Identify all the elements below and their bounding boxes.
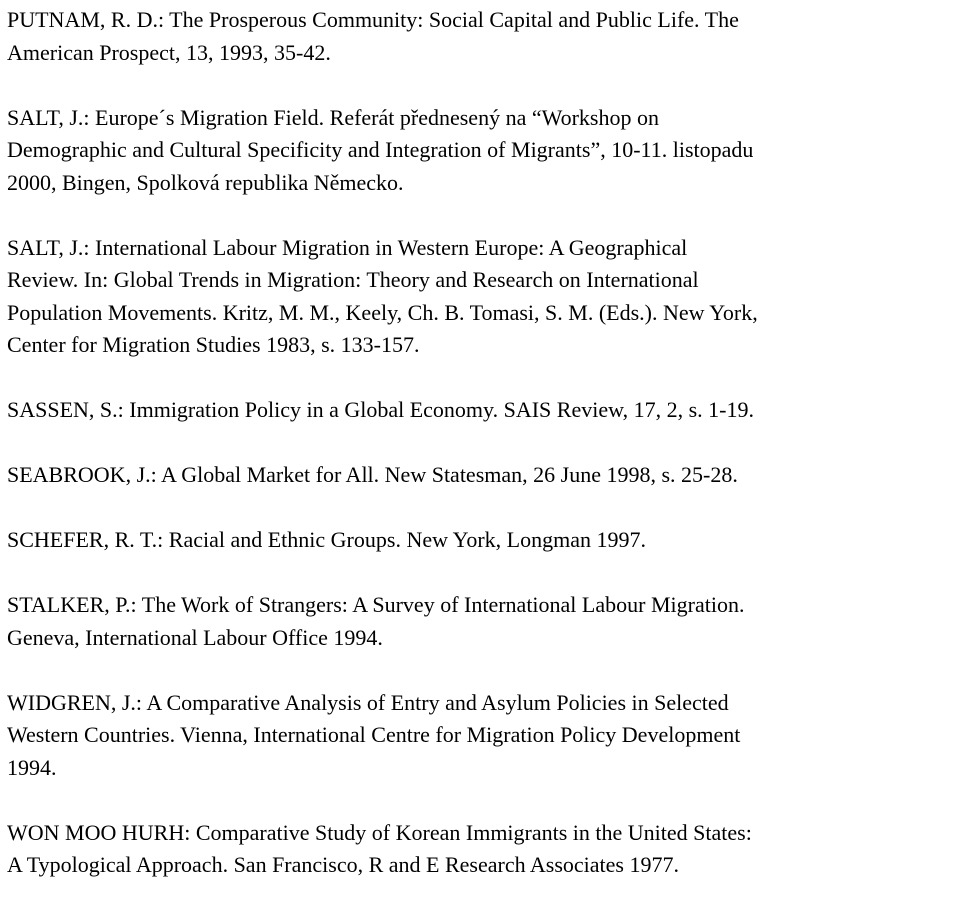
reference-line: 2000, Bingen, Spolková republika Německo.	[7, 169, 404, 195]
reference-line: 1994.	[7, 754, 57, 780]
reference-line: PUTNAM, R. D.: The Prosperous Community: Social Capital and Public Life. The	[7, 7, 739, 32]
reference-line: American Prospect, 13, 1993, 35-42.	[7, 39, 331, 65]
reference-entry-putnam	[7, 4, 957, 69]
reference-entry-seabrook	[7, 459, 957, 492]
reference-entry-sassen	[7, 394, 957, 427]
reference-line: WIDGREN, J.: A Comparative Analysis of Entry and Asylum Policies in Selected	[7, 689, 729, 715]
reference-line: WON MOO HURH: Comparative Study of Korean Immigrants in the United States:	[7, 819, 752, 845]
reference-entry-schefer	[7, 524, 957, 557]
reference-line: Western Countries. Vienna, International Centre for Migration Policy Development	[7, 722, 741, 747]
reference-line: Center for Migration Studies 1983, s. 133-157.	[7, 332, 420, 357]
reference-line: A Typological Approach. San Francisco, R and E Research Associates 1977.	[7, 852, 679, 877]
reference-entry-won-moo-hurh	[7, 817, 957, 882]
reference-line: SASSEN, S.: Immigration Policy in a Global Economy. SAIS Review, 17, 2, s. 1-19.	[7, 397, 754, 422]
reference-entry-widgren	[7, 687, 957, 785]
reference-line: Review. In: Global Trends in Migration: Theory and Research on International	[7, 267, 699, 292]
reference-line: Population Movements. Kritz, M. M., Keely, Ch. B. Tomasi, S. M. (Eds.). New York,	[7, 299, 758, 325]
reference-entry-stalker	[7, 589, 957, 654]
reference-entry-salt-2	[7, 232, 957, 362]
reference-line: SEABROOK, J.: A Global Market for All. New Statesman, 26 June 1998, s. 25-28.	[7, 462, 738, 487]
reference-entry-salt-1	[7, 102, 957, 200]
reference-line: STALKER, P.: The Work of Strangers: A Survey of International Labour Migration.	[7, 592, 745, 617]
reference-line: SALT, J.: Europe´s Migration Field. Referát přednesený na “Workshop on	[7, 104, 659, 130]
reference-line: Demographic and Cultural Specificity and Integration of Migrants”, 10-11. listopadu	[7, 137, 754, 162]
reference-line: Geneva, International Labour Office 1994.	[7, 624, 383, 650]
reference-line: SCHEFER, R. T.: Racial and Ethnic Groups. New York, Longman 1997.	[7, 527, 646, 552]
reference-line: SALT, J.: International Labour Migration in Western Europe: A Geographical	[7, 234, 688, 260]
reference-list	[7, 4, 957, 914]
